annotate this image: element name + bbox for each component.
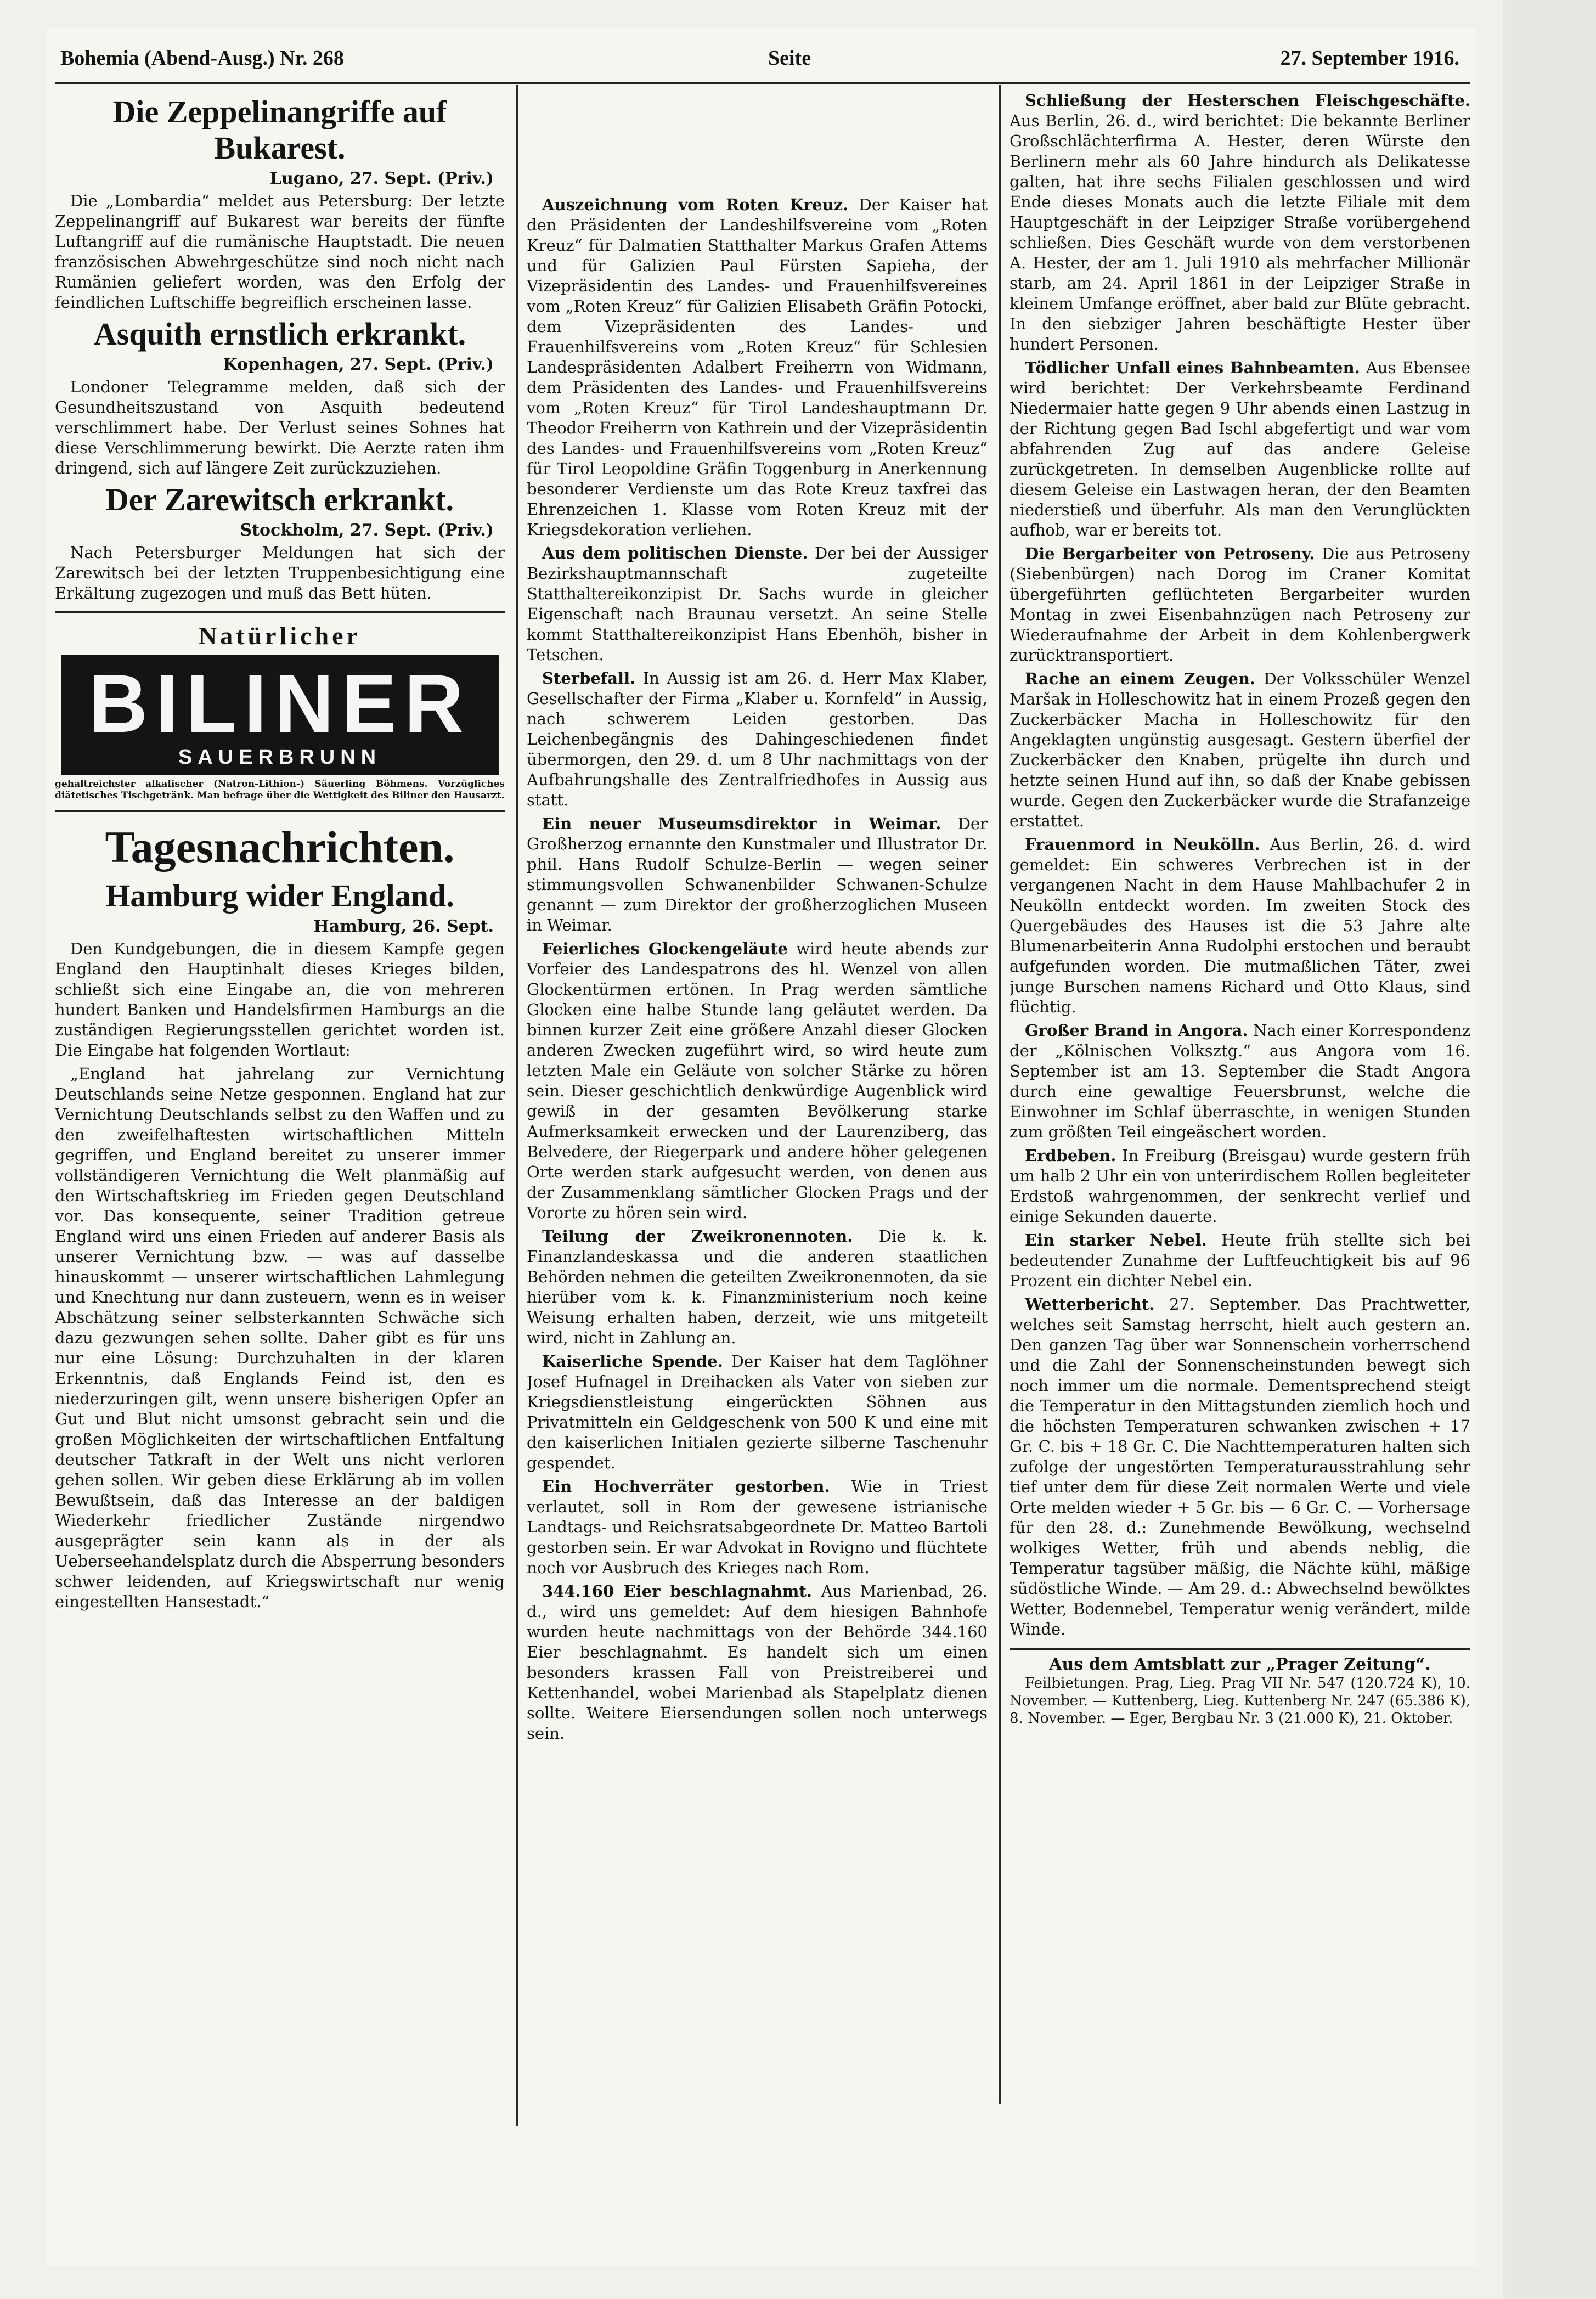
news-item-title: Erdbeben. [1025, 1146, 1116, 1165]
page-header [55, 38, 1470, 77]
news-item [527, 814, 988, 936]
news-item-text: Der bei der Aussiger Bezirkshauptmannschaft zugeteilte Statthaltereikonzipist Dr. Sachs wurde in gleicher Eigenschaft nach Braunau versetzt. An seine Stelle kommt Statthaltereikonzipist Hans Ebenhöh, bisher in Tetschen. [527, 544, 988, 664]
ad-subtitle: SAUERBRUNN [178, 746, 382, 769]
news-item-text: Die k. k. Finanzlandeskassa und die anderen staatlichen Behörden nehmen die geteilten Zweikronennoten, da sie hierüber vom k. k. Finanzministerium noch keine Weisung erhalten haben, derzeit, wie uns mitgeteilt wird, nicht in Zahlung an. [527, 1227, 988, 1347]
news-item-title: Sterbefall. [542, 669, 636, 688]
news-item-text: Aus Marienbad, 26. d., wird uns gemeldet: Auf dem hiesigen Bahnhofe wurden heute nachmittags von der Behörde 344.160 Eier beschlagnahmt. Es handelt sich um einen besonders krassen Fall von Preistreiberei und Kettenhandel, wobei Marienbad als Stapelplatz dienen sollte. Weitere Eiersendungen sollen noch unterwegs sein. [527, 1582, 988, 1743]
news-item-text: wird heute abends zur Vorfeier des Landespatrons des hl. Wenzel von allen Glockentürmen ertönen. In Prag werden sämtliche Glocken eine halbe Stunde lang geläutet werden. Da binnen kurzer Zeit eine größere Anzahl dieser Glocken anderen Zwecken zugeführt wird, so wird heute zum letzten Male ein Geläute von solcher Stärke zu hören sein. Dieser geschichtlich denkwürdige Augenblick wird gewiß in der gesamten Bevölkerung starke Aufmerksamkeit erwecken und der Laurenziberg, das Belvedere, der Riegerpark und andere höher gelegenen Orte werden stark aufgesucht werden, von denen aus der Zusammenklang sämtlicher Glocken Prags und der Vororte zu hören sein wird. [527, 939, 988, 1222]
news-item-title: Wetterbericht. [1025, 1295, 1155, 1314]
news-item-title: Schließung der Hesterschen Fleischgeschäfte. [1025, 91, 1470, 110]
column-divider-1 [516, 85, 518, 2126]
news-item [527, 1351, 988, 1473]
header-left: Bohemia (Abend-Ausg.) Nr. 268 [60, 47, 344, 70]
headline-zarewitsch: Der Zarewitsch erkrankt. [105, 482, 454, 517]
divider [55, 611, 505, 613]
body-hamburg-2: „England hat jahrelang zur Vernichtung Deutschlands seine Netze gesponnen. England hat zur Vernichtung Deutschlands selbst zu den Waffen und zu den zweifelhaftesten wirtschaftlichen Mitteln gegriffen, und England bereitet zu unserer immer vollständigeren Vernichtung die Welt planmäßig auf den Wirtschaftskrieg im Frieden gegen Deutschland vor. Das konsequente, seiner Tradition getreue England wird uns einen Frieden auf anderer Basis als unserer Vernichtung bzw. — was auf dasselbe hinauskommt — unserer wirtschaftlichen Lahmlegung und Knechtung nur dann zusteuern, wenn es in weiser Abschätzung seiner selbsterkannten Schwäche sich dazu gezwungen sehen sollte. Daher gibt es für uns nur eine Lösung: Durchzuhalten in der klaren Erkenntnis, daß Englands Feind ist, den es niederzuringen gilt, wenn unsere bisherigen Opfer an Gut und Blut nicht umsonst gebracht sein und die großen Möglichkeiten der wirtschaftlichen Entfaltung deutscher Tatkraft in der Welt uns nicht verloren gehen sollen. Wir geben diese Erklärung ab im vollen Bewußtsein, daß das Interesse an der baldigen Wiederkehr friedlicher Zustände nirgendwo ausgeprägter sein kann als in der als Ueberseehandelsplatz durch die Absperrung besonders schwer leidenden, auf Kriegswirtschaft nur wenig eingestellten Hansestadt.“ [55, 1064, 505, 1611]
body-zarewitsch: Nach Petersburger Meldungen hat sich der Zarewitsch bei der letzten Truppenbesichtigung eine Erkältung zugezogen und muß das Bett hüten. [55, 543, 505, 602]
column-1 [55, 91, 505, 2137]
header-center: Seite [768, 47, 811, 70]
amtsblatt-box [1010, 1648, 1470, 1727]
news-item [1010, 1021, 1470, 1142]
news-item-text: Wie in Triest verlautet, soll in Rom der gewesene istrianische Landtags- und Reichsratsabgeordnete Dr. Matteo Bartoli gestorben sein. Er war Advokat in Rovigno und flüchtete noch vor Ausbruch des Krieges nach Rom. [527, 1477, 988, 1577]
news-item-text: Der Großherzog ernannte den Kunstmaler und Illustrator Dr. phil. Hans Rudolf Schulze-Berlin — wegen seiner stimmungsvollen Schwanenbilder Schwanen-Schulze genannt — zum Direktor der großherzoglichen Museen in Weimar. [527, 814, 988, 934]
news-item-title: Rache an einem Zeugen. [1025, 669, 1256, 688]
news-item-text: In Freiburg (Breisgau) wurde gestern früh um halb 2 Uhr ein von unterirdischem Rollen begleiteter Erdstoß wahrgenommen, der senkrecht verlief und einige Sekunden dauerte. [1010, 1146, 1470, 1226]
news-item [527, 1581, 988, 1744]
ad-brand: BILINER [88, 657, 471, 750]
news-item-title: Aus dem politischen Dienste. [542, 544, 808, 562]
news-item-title: Ein starker Nebel. [1025, 1231, 1207, 1249]
news-item-text: Der Volksschüler Wenzel Maršak in Holleschowitz hat in einem Prozeß gegen den Zuckerbäcker Macha in Holleschowitz für den Angeklagten ungünstig ausgesagt. Gestern überfiel der Zuckerbäcker den Knaben, prügelte ihn durch und hetzte seinen Hund auf ihn, so daß der Knabe gebissen wurde. Gegen den Zuckerbäcker wurde die Strafanzeige erstattet. [1010, 669, 1470, 830]
news-item [527, 939, 988, 1223]
news-item [1010, 1146, 1470, 1227]
news-item-text: Nach einer Korrespondenz der „Kölnischen Volksztg.“ aus Angora vom 16. September ist am 13. September die Stadt Angora durch eine gewaltige Feuersbrunst, welche die Einwohner im Schlaf überraschte, in wenigen Stunden zum größten Teil eingeäschert worden. [1010, 1021, 1470, 1141]
body-hamburg-1: Den Kundgebungen, die in diesem Kampfe gegen England den Hauptinhalt dieses Krieges bilden, schließt sich eine Eingabe an, die von mehreren hundert Banken und Handelsfirmen Hamburgs an die zuständigen Regierungsstellen gerichtet worden ist. Die Eingabe hat folgenden Wortlaut: [55, 939, 505, 1060]
news-item-title: Kaiserliche Spende. [542, 1352, 723, 1371]
ad-brand-box [61, 655, 499, 775]
dateline-asquith: Kopenhagen, 27. Sept. (Priv.) [223, 355, 494, 374]
news-item-title: 344.160 Eier beschlagnahmt. [542, 1582, 812, 1601]
headline-zeppelin: Die Zeppelinangriffe auf Bukarest. [112, 94, 447, 166]
ad-fineprint: gehaltreichster alkalischer (Natron-Lithion-) Säuerling Böhmens. Vorzügliches diätetisches Tischgetränk. Man befrage über die Wettigkeit des Biliner den Hausarzt. [55, 779, 505, 801]
header-rule [55, 82, 1470, 84]
news-item-title: Ein neuer Museumsdirektor in Weimar. [542, 814, 941, 833]
news-item-text: 27. September. Das Prachtwetter, welches seit Samstag herrscht, hielt auch gestern an. Den ganzen Tag über war Sonnenschein vorherrschend und die Zahl der Sonnenscheinstunden bewegt sich noch immer um die normale. Dementsprechend steigt die Temperatur in den Mittagstunden ziemlich hoch und die höchsten Temperaturen schwanken zwischen + 17 Gr. C. bis + 18 Gr. C. Die Nachttemperaturen halten sich zufolge der ungestörten Temperaturausstrahlung sehr tief unter dem für diese Zeit normalen Werte und viele Orte melden wieder + 5 Gr. bis — 6 Gr. C. — Vorhersage für den 28. d.: Zunehmende Bewölkung, wechselnd wolkiges Wetter, früh und abends neblig, die Temperatur tagsüber mäßig, die Nächte kühl, mäßige südöstliche Winde. — Am 29. d.: Abwechselnd bewölktes Wetter, Bodennebel, Temperatur wenig verändert, milde Winde. [1010, 1295, 1470, 1638]
news-item-text: In Aussig ist am 26. d. Herr Max Klaber, Gesellschafter der Firma „Klaber u. Kornfeld“ in Aussig, nach schwerem Leiden gestorben. Das Leichenbegängnis des Dahingeschiedenen findet übermorgen, den 29. d. um 8 Uhr nachmittags von der Aufbahrungshalle des Zentralfriedhofes in Aussig aus statt. [527, 669, 988, 809]
news-item [527, 1477, 988, 1578]
amtsblatt-body: Feilbietungen. Prag, Lieg. Prag VII Nr. 547 (120.724 K), 10. November. — Kuttenberg, Lieg. Kuttenberg Nr. 247 (65.386 K), 8. November. — Eger, Bergbau Nr. 3 (21.000 K), 21. Oktober. [1010, 1675, 1470, 1727]
news-item [1010, 544, 1470, 666]
news-item [1010, 91, 1470, 354]
news-item-text: Die aus Petroseny (Siebenbürgen) nach Dorog im Craner Komitat übergeführten geflüchteten Bergarbeiter wurden Montag in zwei Eisenbahnzügen nach Petroseny zur Wiederaufnahme der Arbeit in dem Kohlenbergwerk zurücktransportiert. [1010, 544, 1470, 664]
news-item-text: Aus Ebensee wird berichtet: Der Verkehrsbeamte Ferdinand Niedermaier hatte gegen 9 Uhr abends einen Lastzug in der Richtung gegen Bad Ischl abgefertigt und war vom abfahrenden Zug auf das andere Geleise zurückgetreten. In demselben Augenblicke rollte auf diesem Geleise ein Lastwagen heran, der den Beamten niederstieß und überfuhr. Als man den Verunglückten aufhob, war er bereits tot. [1010, 358, 1470, 539]
headline-hamburg: Hamburg wider England. [105, 878, 454, 914]
column-3 [1010, 91, 1470, 2143]
column-divider-2 [999, 85, 1001, 2104]
section-title: Tagesnachrichten. [105, 822, 455, 872]
news-item [1010, 1294, 1470, 1639]
headline-asquith: Asquith ernstlich erkrankt. [93, 316, 466, 352]
news-item-title: Frauenmord in Neukölln. [1025, 835, 1260, 854]
news-item [1010, 669, 1470, 831]
news-item-text: Der Kaiser hat dem Taglöhner Josef Hufnagel in Dreihacken als Vater von sieben zur Kriegsdienstleistung eingerückten Söhnen aus Privatmitteln ein Geldgeschenk von 500 K und eine mit den kaiserlichen Initialen gezierte silberne Taschenuhr gespendet. [527, 1352, 988, 1472]
column-2 [527, 91, 988, 2143]
body-zeppelin: Die „Lombardia“ meldet aus Petersburg: Der letzte Zeppelinangriff auf Bukarest war bereits der fünfte Luftangriff auf die rumänische Hauptstadt. Die neuen französischen Abwehrgeschütze sind noch nicht nach Rumänien geliefert worden, was den Erfolg der feindlichen Luftschiffe begreiflich erscheinen lasse. [55, 191, 505, 312]
news-item-title: Großer Brand in Angora. [1025, 1021, 1248, 1040]
news-item-title: Teilung der Zweikronennoten. [542, 1227, 853, 1246]
biliner-advertisement [55, 621, 505, 802]
news-item-text: Aus Berlin, 26. d. wird gemeldet: Ein schweres Verbrechen ist in der vergangenen Nacht in dem Hause Mahlbachufer 2 in Neukölln entdeckt worden. Im zweiten Stock des Quergebäudes des Hauses ist die 53 Jahre alte Blumenarbeiterin Anna Rudolphi erstochen und beraubt aufgefunden worden. Die mutmaßlichen Täter, zwei junge Burschen namens Richard und Otto Klaus, sind flüchtig. [1010, 835, 1470, 1016]
news-item-text: Der Kaiser hat den Präsidenten der Landeshilfsvereine vom „Roten Kreuz“ für Dalmatien Statthalter Markus Grafen Attems und für Galizien Paul Fürsten Sapieha, der Vizepräsidentin des Landes- und Frauenhilfsvereines vom „Roten Kreuz“ für Galizien Elisabeth Gräfin Potocki, dem Vizepräsidenten des Landes- und Frauenhilfsvereins vom „Roten Kreuz“ für Schlesien Landespräsidenten Adalbert Freiherrn von Widmann, dem Präsidenten des Landes- und Frauenhilfsvereins vom „Roten Kreuz“ für Tirol Landeshauptmann Dr. Theodor Freiherrn von Kathrein und der Vizepräsidentin des Landes- und Frauenhilfsvereins vom „Roten Kreuz“ für Tirol Leopoldine Gräfin Toggenburg in Anerkennung besonderer Verdienste um das Rote Kreuz taxfrei das Ehrenzeichen 1. Klasse vom Roten Kreuz mit der Kriegsdekoration verliehen. [527, 195, 988, 539]
news-item [527, 195, 988, 540]
news-item [1010, 358, 1470, 540]
news-item-text: Heute früh stellte sich bei bedeutender Zunahme der Luftfeuchtigkeit bis auf 96 Prozent ein dichter Nebel ein. [1010, 1231, 1470, 1290]
dateline-zarewitsch: Stockholm, 27. Sept. (Priv.) [240, 521, 494, 540]
news-item-title: Tödlicher Unfall eines Bahnbeamten. [1025, 358, 1360, 377]
news-item-text: Aus Berlin, 26. d., wird berichtet: Die bekannte Berliner Großschlächterfirma A. Hester, deren Würste den Berlinern mehr als 60 Jahre hindurch als Delikatesse galten, hat ihre sechs Filialen geschlossen und wird Ende dieses Monats auch die letzte Filiale mit dem Hauptgeschäft in der Leipziger Straße vorübergehend schließen. Dies Geschäft wurde von dem verstorbenen A. Hester, der am 1. Juli 1910 als mehrfacher Millionär starb, am 24. April 1861 in der Leipziger Straße in kleinem Umfange eröffnet, aber bald zur Blüte gebracht. In den siebziger Jahren beschäftigte Hester über hundert Personen. [1010, 111, 1470, 353]
dateline-hamburg: Hamburg, 26. Sept. [313, 917, 494, 936]
dateline-zeppelin: Lugano, 27. Sept. (Priv.) [269, 169, 494, 188]
news-item [527, 543, 988, 665]
news-item [1010, 835, 1470, 1017]
news-item-title: Ein Hochverräter gestorben. [542, 1477, 830, 1496]
news-item-title: Auszeichnung vom Roten Kreuz. [542, 195, 849, 214]
news-item [1010, 1230, 1470, 1291]
news-item-title: Die Bergarbeiter von Petroseny. [1025, 544, 1315, 563]
news-item [527, 668, 988, 810]
scan-margin [1503, 0, 1596, 2299]
divider [55, 810, 505, 812]
news-item-title: Feierliches Glockengeläute [542, 939, 788, 958]
header-right: 27. September 1916. [1280, 47, 1459, 70]
body-asquith: Londoner Telegramme melden, daß sich der Gesundheitszustand von Asquith bedeutend verschlimmert habe. Der Verlust seines Sohnes hat diese Verschlimmerung bewirkt. Die Aerzte raten ihm dringend, sich auf längere Zeit zurückzuziehen. [55, 377, 505, 477]
news-item [527, 1226, 988, 1348]
ad-top-text: Natürlicher [199, 622, 361, 650]
amtsblatt-title: Aus dem Amtsblatt zur „Prager Zeitung“. [1049, 1655, 1431, 1674]
